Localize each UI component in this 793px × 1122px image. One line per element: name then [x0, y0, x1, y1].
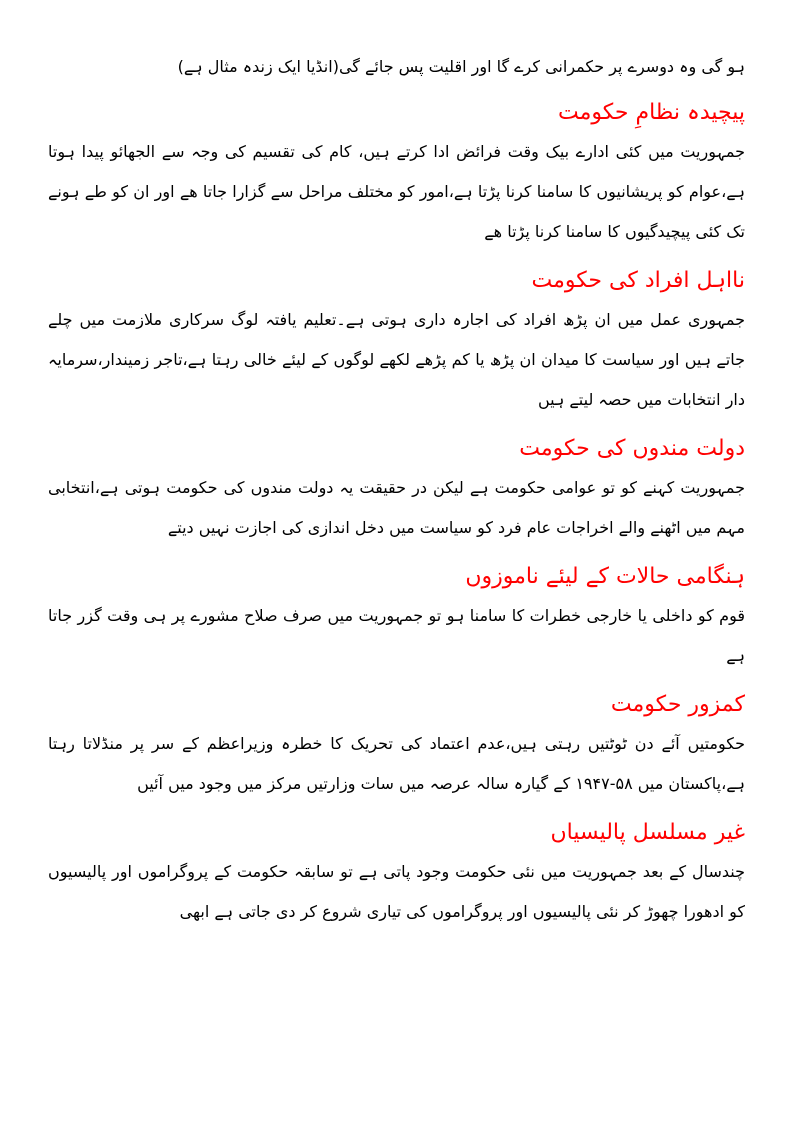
heading-inconsistent-policies: غیر مسلسل پالیسیاں	[550, 820, 745, 845]
heading-complex-government: پیچیدہ نظامِ حکومت	[557, 100, 745, 125]
paragraph-complex-government: جمہوریت میں کئی ادارے بیک وقت فرائض ادا کرتے ہیں، کام کی تقسیم کی وجہ سے الجھائو پیدا ہوتا ہے،عوام کو پریشانیوں کا سامنا کرنا پڑتا ہے،امور کو مختلف مراحل سے گزارا جاتا ھے اور ان کو طے ہونے تک کئی پیچیدگیوں کا سامنا کرنا پڑتا ھے	[48, 142, 745, 241]
heading-incompetent-government: نااہل افراد کی حکومت	[531, 268, 745, 293]
paragraph-rich-government: جمہوریت کہنے کو تو عوامی حکومت ہے لیکن در حقیقت یہ دولت مندوں کی حکومت ہوتی ہے،انتخابی مہم میں اٹھنے والے اخراجات عام فرد کو سیاست میں دخل اندازی کی اجازت نہیں دیتے	[48, 478, 745, 537]
intro-paragraph: ہو گی وہ دوسرے پر حکمرانی کرے گا اور اقلیت پس جائے گی(انڈیا ایک زندہ مثال ہے)	[177, 57, 745, 76]
heading-weak-government: کمزور حکومت	[610, 692, 745, 717]
paragraph-incompetent-government: جمہوری عمل میں ان پڑھ افراد کی اجارہ داری ہوتی ہے۔تعلیم یافتہ لوگ سرکاری ملازمت میں چلے جاتے ہیں اور سیاست کا میدان ان پڑھ یا کم پڑھے لکھے لوگوں کے لیئے خالی رہتا ہے،تاجر زمیندار،سرمایہ دار انتخابات میں حصہ لیتے ہیں	[48, 310, 745, 409]
document-page	[48, 52, 745, 944]
paragraph-inconsistent-policies: چندسال کے بعد جمہوریت میں نئی حکومت وجود پاتی ہے تو سابقہ حکومت کے پروگراموں اور پالیسیوں کو ادھورا چھوڑ کر نئی پالیسیوں اور پروگراموں کی تیاری شروع کر دی جاتی ہے ابھی	[48, 862, 745, 921]
paragraph-weak-government: حکومتیں آئے دن ٹوٹتیں رہتی ہیں،عدم اعتماد کی تحریک کا خطرہ وزیراعظم کے سر پر منڈلاتا رہتا ہے،پاکستان میں ۵۸-۱۹۴۷ کے گیارہ سالہ عرصہ میں سات وزارتیں مرکز میں وجود میں آئیں	[48, 734, 745, 793]
heading-rich-government: دولت مندوں کی حکومت	[519, 436, 745, 461]
paragraph-emergency-unsuitable: قوم کو داخلی یا خارجی خطرات کا سامنا ہو تو جمہوریت میں صرف صلاح مشورے پر ہی وقت گزر جاتا ہے	[48, 606, 745, 665]
heading-emergency-unsuitable: ہنگامی حالات کے لیئے ناموزوں	[465, 564, 745, 589]
